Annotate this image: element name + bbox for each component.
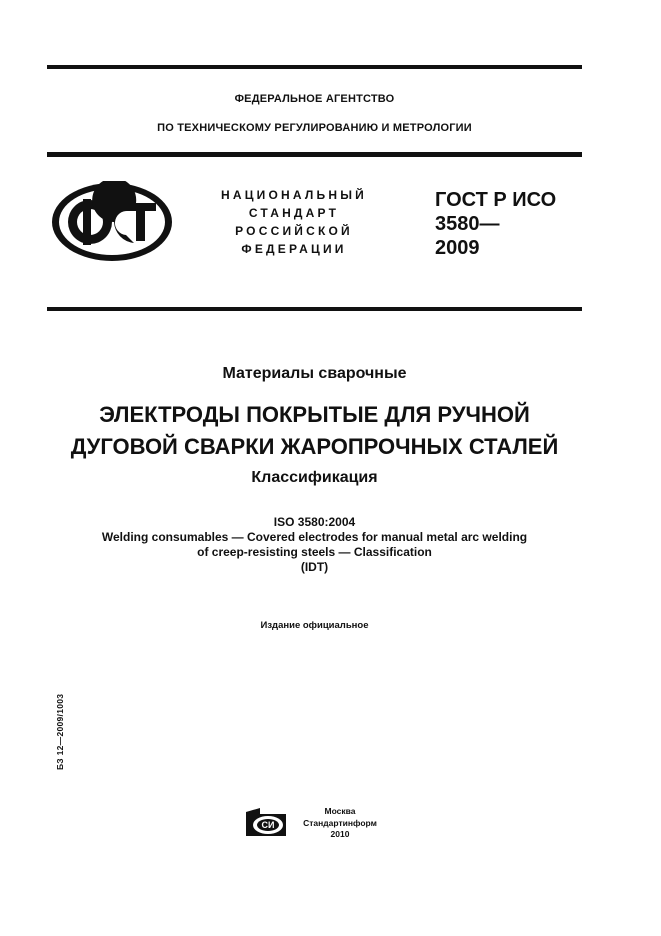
designation-line-3: 2009 [435, 237, 480, 259]
publisher-year: 2010 [330, 829, 350, 839]
svg-text:СИ: СИ [261, 820, 275, 830]
top-rule [47, 65, 582, 69]
national-standard-line: ФЕДЕРАЦИИ [241, 242, 347, 256]
iso-number: ISO 3580:2004 [273, 515, 356, 529]
national-standard-block [196, 186, 392, 258]
designation-line-2: 3580— [435, 213, 500, 235]
bottom-header-rule [47, 307, 582, 311]
publisher-name: Стандартинформ [303, 817, 377, 828]
gost-r-certification-mark-icon [50, 181, 174, 263]
header-rule [47, 152, 582, 157]
agency-line-1: ФЕДЕРАЛЬНОЕ АГЕНТСТВО [234, 93, 395, 105]
national-standard-line: СТАНДАРТ [248, 206, 340, 220]
agency-line-2: ПО ТЕХНИЧЕСКОМУ РЕГУЛИРОВАНИЮ И МЕТРОЛОГИИ [157, 122, 472, 134]
national-standard-line: НАЦИОНАЛЬНЫЙ [220, 188, 368, 202]
title-line-1: ЭЛЕКТРОДЫ ПОКРЫТЫЕ ДЛЯ РУЧНОЙ [99, 402, 530, 427]
publisher-block [292, 806, 388, 841]
title-line-2: ДУГОВОЙ СВАРКИ ЖАРОПРОЧНЫХ СТАЛЕЙ [70, 434, 559, 459]
publisher-city: Москва [324, 806, 356, 816]
standartinform-logo-icon [244, 806, 288, 838]
designation-line-1: ГОСТ Р ИСО [435, 189, 557, 211]
document-subtitle: Материалы сварочные [222, 365, 407, 382]
side-registration-code: БЗ 12—2009/1003 [55, 693, 65, 770]
iso-reference-block [40, 515, 589, 575]
classification-heading: Классификация [251, 469, 378, 486]
national-standard-line: РОССИЙСКОЙ [235, 224, 353, 238]
standard-designation [435, 188, 556, 260]
iso-idt: (IDT) [300, 560, 329, 574]
iso-title-line-2: of creep-resisting steels — Classification [197, 545, 432, 559]
official-edition-label: Издание официальное [260, 620, 369, 631]
document-title [40, 399, 589, 463]
iso-title-line-1: Welding consumables — Covered electrodes for manual metal arc welding [101, 530, 528, 544]
